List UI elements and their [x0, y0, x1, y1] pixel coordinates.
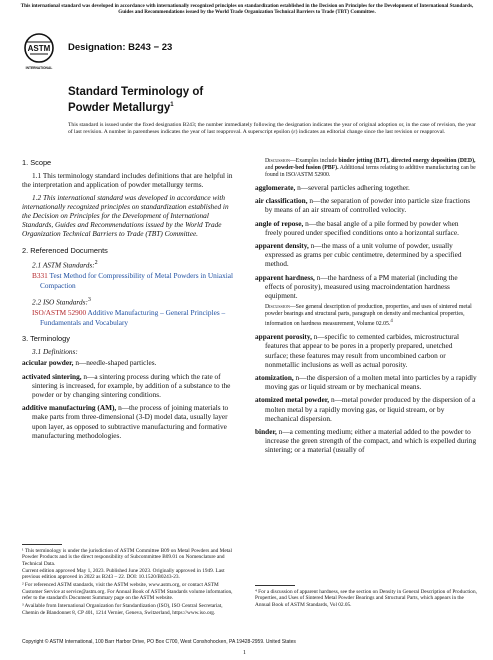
document-title	[68, 86, 203, 115]
discussion-am: Discussion—Examples include binder jetting (BJT), directed energy deposition (DED), and powder-bed fusion (PBF). Additional terms relating to additive manufacturing can be found in ISO/ASTM 52900.	[265, 158, 476, 178]
title-footnote-ref[interactable]: 1	[170, 102, 174, 108]
issuance-statement: This standard is issued under the fixed designation B243; the number immediately following the designation indicates the year of original adoption or, in the case of revision, the year of last revision. A number in parentheses indicates the year of last reapproval. A superscript epsilon (ε) indicates an editorial change since the last revision or reapproval.	[68, 122, 476, 135]
footnote-1: ¹ This terminology is under the jurisdiction of ASTM Committee B09 on Metal Powders and Metal Powder Products and is the direct responsibility of Subcommittee B09.01 on Nomenclature and Technical Data.	[22, 548, 232, 567]
footnote-3: ³ Available from International Organization for Standardization (ISO), ISO Central Secretariat, Chemin de Blandonnet 8, CP 401, 1214 Vernier, Geneva, Switzerland, https://www.iso.org.	[22, 603, 223, 616]
term-apparent-hardness: apparent hardness, n—the hardness of a PM material (including the effects of porosity), measured using macroindentation hardness equipment.	[255, 272, 458, 301]
designation: Designation: B243 − 23	[68, 42, 173, 53]
term-activated-sintering: activated sintering, n—a sintering process during which the rate of sintering is increased, for example, by addition of a substance to the powder or by changing sintering conditions.	[22, 371, 231, 399]
footnote-4: ⁴ For a discussion of apparent hardness, see the section on Density in General Description of Production, Properties, and Uses of Sintered Metal Powder Bearings and Structural Parts, which appears in the Annual Book of ASTM Standards, Vol 02.05.	[255, 589, 477, 608]
footnotes-left	[22, 548, 238, 616]
iso-standards-label: 2.2 ISO Standards:$^3$	[32, 296, 91, 307]
footnote-rule-right	[255, 585, 295, 586]
logo-text: ASTM	[27, 44, 51, 53]
discussion-hardness: Discussion—See general description of production, properties, and uses of sintered metal powder bearings and structural parts, paragraph on density and mechanical properties, information on hardness measurement, Volume 02.05.$^4$	[265, 304, 472, 328]
iso-title-link[interactable]: Additive Manufacturing – General Principles – Fundamentals and Vocabulary	[40, 308, 226, 327]
terminology-heading: 3. Terminology	[22, 333, 70, 343]
right-column	[255, 158, 477, 459]
term-binder: binder, n—a cementing medium; either a material added to the powder to increase the green strength of the compact, and which is expelled during sintering; or a material (usually of	[255, 426, 477, 455]
scope-heading: 1. Scope	[22, 158, 52, 167]
b331-code-link[interactable]: B331	[32, 271, 48, 281]
refdocs-heading: 2. Referenced Documents	[22, 245, 108, 255]
astm-logo	[22, 32, 56, 72]
footnote-2: ² For referenced ASTM standards, visit the ASTM website, www.astm.org, or contact ASTM Customer Service at service@astm.org. For Annual Book of ASTM Standards volume information, refer to the standard's Document Summary page on the ASTM website.	[22, 582, 233, 602]
astm-standards-label: 2.1 ASTM Standards:$^2$	[32, 259, 98, 270]
logo-subtext: INTERNATIONAL	[25, 66, 53, 70]
term-agglomerate: agglomerate, n—several particles adhering together.	[255, 183, 410, 192]
tbt-notice: This international standard was developed in accordance with internationally recognized principles on standardization established in the Decision on Principles for the Development of International Standards, Guides and Recommendations issued by the World Trade Organization Technical Barriers to Trade (TBT) Committee.	[20, 3, 474, 16]
term-angle-of-repose: angle of repose, n—the basal angle of a pile formed by powder when freely poured under specified conditions onto a horizontal surface.	[255, 218, 459, 237]
term-atomized-metal-powder: atomized metal powder, n—metal powder produced by the dispersion of a molten metal by a rapidly moving gas, or liquid stream, or by mechanical dispersion.	[255, 395, 476, 423]
term-air-classification: air classification, n—the separation of powder into particle size fractions by means of an air stream of controlled velocity.	[255, 196, 471, 215]
scope-1-2: 1.2 This international standard was developed in accordance with internationally recognized principles on standardization established in the Decision on Principles for the Development of International Standards, Guides and Recommendations issued by the World Trade Organization Technical Barriers to Trade (TBT) Committee.	[22, 192, 229, 239]
term-additive-manufacturing: additive manufacturing (AM), n—the process of joining materials to make parts from three-dimensional (3-D) model data, usually layer upon layer, as opposed to subtractive manufacturing and formative manufacturing methodologies.	[22, 403, 229, 440]
left-column	[22, 158, 238, 444]
title-line-2: Powder Metallurgy	[68, 101, 171, 114]
copyright-line: Copyright © ASTM International, 100 Barr Harbor Drive, PO Box C700, West Conshohocken, PA 19428-2959. United States	[22, 639, 296, 645]
term-apparent-density: apparent density, n—the mass of a unit volume of powder, usually expressed as grams per cubic centimetre, determined by a specified method.	[255, 241, 462, 269]
ref-iso-52900[interactable]	[32, 308, 238, 327]
page-number: 1	[243, 650, 246, 656]
iso-code-link[interactable]: ISO/ASTM 52900	[32, 308, 87, 318]
term-acicular-powder: acicular powder, n—needle-shaped particles.	[22, 358, 157, 368]
title-line-1: Standard Terminology of	[68, 86, 204, 98]
term-atomization: atomization, n—the dispersion of a molten metal into particles by a rapidly moving gas or liquid stream or by mechanical means.	[255, 372, 477, 392]
footnote-rule-left	[22, 544, 62, 545]
term-apparent-porosity: apparent porosity, n—specific to cemented carbides, microstructural features that appear to be pores in a properly prepared, unetched surface; these features may result from uncombined carbon or nonmetallic inclusions as well as actual porosity.	[255, 332, 460, 369]
scope-1-1: 1.1 This terminology standard includes definitions that are helpful in the interpretation and application of powder metallurgy terms.	[22, 171, 233, 190]
footnote-1b: Current edition approved May 1, 2023. Published June 2023. Originally approved in 1949. Last previous edition approved in 2022 as B243 – 22. DOI: 10.1520/B0243-23.	[22, 567, 225, 581]
ref-b331[interactable]	[32, 271, 238, 290]
definitions-label: 3.1 Definitions:	[32, 347, 78, 357]
b331-title-link[interactable]: Test Method for Compressibility of Metal Powders in Uniaxial Compaction	[40, 271, 234, 290]
